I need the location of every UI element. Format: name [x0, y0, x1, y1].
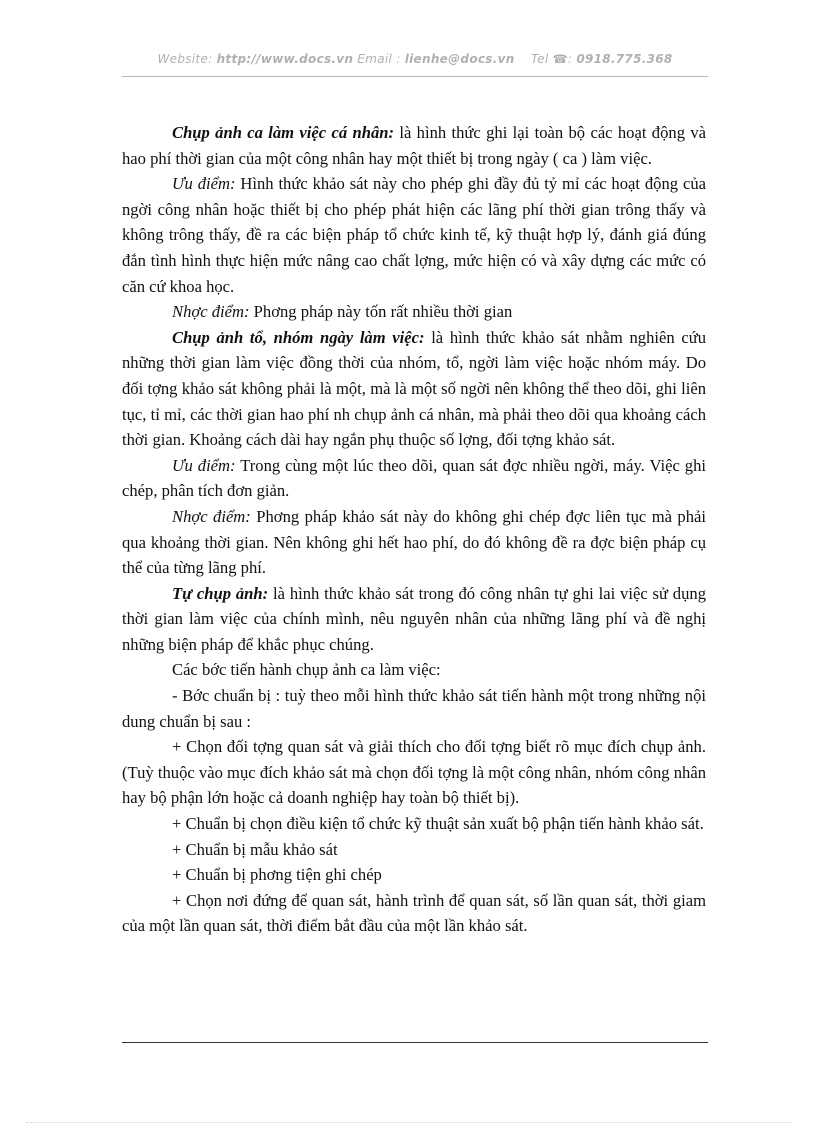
tel-number: 0918.775.368 [576, 52, 673, 66]
paragraph-text: Phơng pháp khảo sát này do không ghi chép đợc liên tục mà phải qua khoảng thời gian. Nên không ghi hết hao phí, do đó không đề ra đợc biện pháp cụ thể của từng lãng phí. [122, 506, 706, 578]
paragraph-text: + Chuẩn bị chọn điều kiện tổ chức kỹ thuật sản xuất bộ phận tiến hành khảo sát. [172, 814, 704, 834]
header-divider [122, 76, 708, 77]
footer-divider [122, 1042, 708, 1043]
paragraph-text: + Chọn đối tợng quan sát và giải thích cho đối tợng biết rõ mục đích chụp ảnh. (Tuỳ thuộc vào mục đích khảo sát mà chọn đối tợng là một công nhân, nhóm công nhân hay bộ phận lớn hoặc cả doanh nghiệp hay toàn bộ thiết bị). [122, 737, 706, 808]
paragraph-text: Hình thức khảo sát này cho phép ghi đầy đủ tỷ mỉ các hoạt động của ngời công nhân hoặc thiết bị cho phép phát hiện các lãng phí thời gian trông thấy và không trông thấy, đề ra các biện pháp tổ chức kinh tế, kỹ thuật hợp lý, đánh giá đúng đắn tình hình thực hiện mức nâng cao chất lợng, mức hiện có và xây dựng các mức có căn cứ khoa học. [122, 174, 706, 296]
paragraph-text: + Chuẩn bị mẫu khảo sát [172, 839, 338, 859]
paragraph [122, 683, 706, 734]
paragraph-text: - Bớc chuẩn bị : tuỳ theo mỗi hình thức khảo sát tiến hành một trong những nội dung chuẩn bị sau : [122, 686, 706, 731]
paragraph-text: + Chọn nơi đứng để quan sát, hành trình để quan sát, số lần quan sát, thời giam của một lần quan sát, thời điểm bắt đầu của một lần khảo sát. [122, 890, 706, 936]
paragraph [122, 504, 706, 581]
paragraph-lead: Chụp ảnh ca làm việc cá nhân: [172, 123, 394, 142]
paragraph-label: Nhợc điểm: [172, 506, 251, 526]
email-link[interactable]: lienhe@docs.vn [404, 52, 515, 66]
paragraph [122, 453, 706, 504]
paragraph-text: là hình thức ghi lại toàn bộ các hoạt động và hao phí thời gian của một công nhân hay một thiết bị trong ngày ( ca ) làm việc. [122, 123, 706, 168]
tel-label: Tel ☎: [531, 52, 573, 66]
paragraph [122, 299, 706, 325]
paragraph [122, 862, 706, 888]
website-label: Website: [157, 52, 213, 66]
paragraph [122, 657, 706, 683]
paragraph-text: Trong cùng một lúc theo dõi, quan sát đợc nhiều ngời, máy. Việc ghi chép, phân tích đơn giản. [122, 455, 706, 501]
paragraph [122, 734, 706, 811]
paragraph [122, 581, 706, 658]
paragraph-text: là hình thức khảo sát nhằm nghiên cứu những thời gian làm việc đồng thời của nhóm, tổ, ngời làm việc hoặc nhóm máy. Do đối tợng khảo sát không phải là một, mà là một số ngời nên không thể theo dõi, ghi liên tục, tỉ mỉ, các thời gian hao phí nh chụp ảnh cá nhân, mà phải theo dõi qua khoảng cách thời gian. Khoảng cách dài hay ngắn phụ thuộc số lợng, đối tợng khảo sát. [122, 327, 706, 450]
paragraph-label: Ưu điểm: [172, 174, 236, 194]
paragraph [122, 325, 706, 453]
paragraph-lead: Chụp ảnh tổ, nhóm ngày làm việc: [172, 327, 425, 347]
paragraph [122, 811, 706, 837]
paragraph-text: Các bớc tiến hành chụp ảnh ca làm việc: [172, 660, 441, 680]
paragraph [122, 888, 706, 939]
paragraph-text: là hình thức khảo sát trong đó công nhân tự ghi lai việc sử dụng thời gian làm việc của chính mình, nêu nguyên nhân của những lãng phí và đề nghị những biện pháp để khắc phục chúng. [122, 583, 706, 654]
page-header [122, 52, 708, 66]
paragraph [122, 171, 706, 299]
paragraph-label: Nhợc điểm: [172, 302, 250, 322]
paragraph-text: Phơng pháp này tốn rất nhiều thời gian [249, 302, 513, 322]
paragraph-label: Ưu điểm: [172, 455, 236, 475]
email-label: Email : [357, 52, 401, 66]
website-link[interactable]: http://www.docs.vn [216, 52, 354, 66]
paragraph-text: + Chuẩn bị phơng tiện ghi chép [172, 865, 382, 885]
paragraph [122, 837, 706, 863]
paragraph [122, 120, 706, 171]
document-body [122, 120, 706, 939]
paragraph-lead: Tự chụp ảnh: [172, 583, 269, 603]
